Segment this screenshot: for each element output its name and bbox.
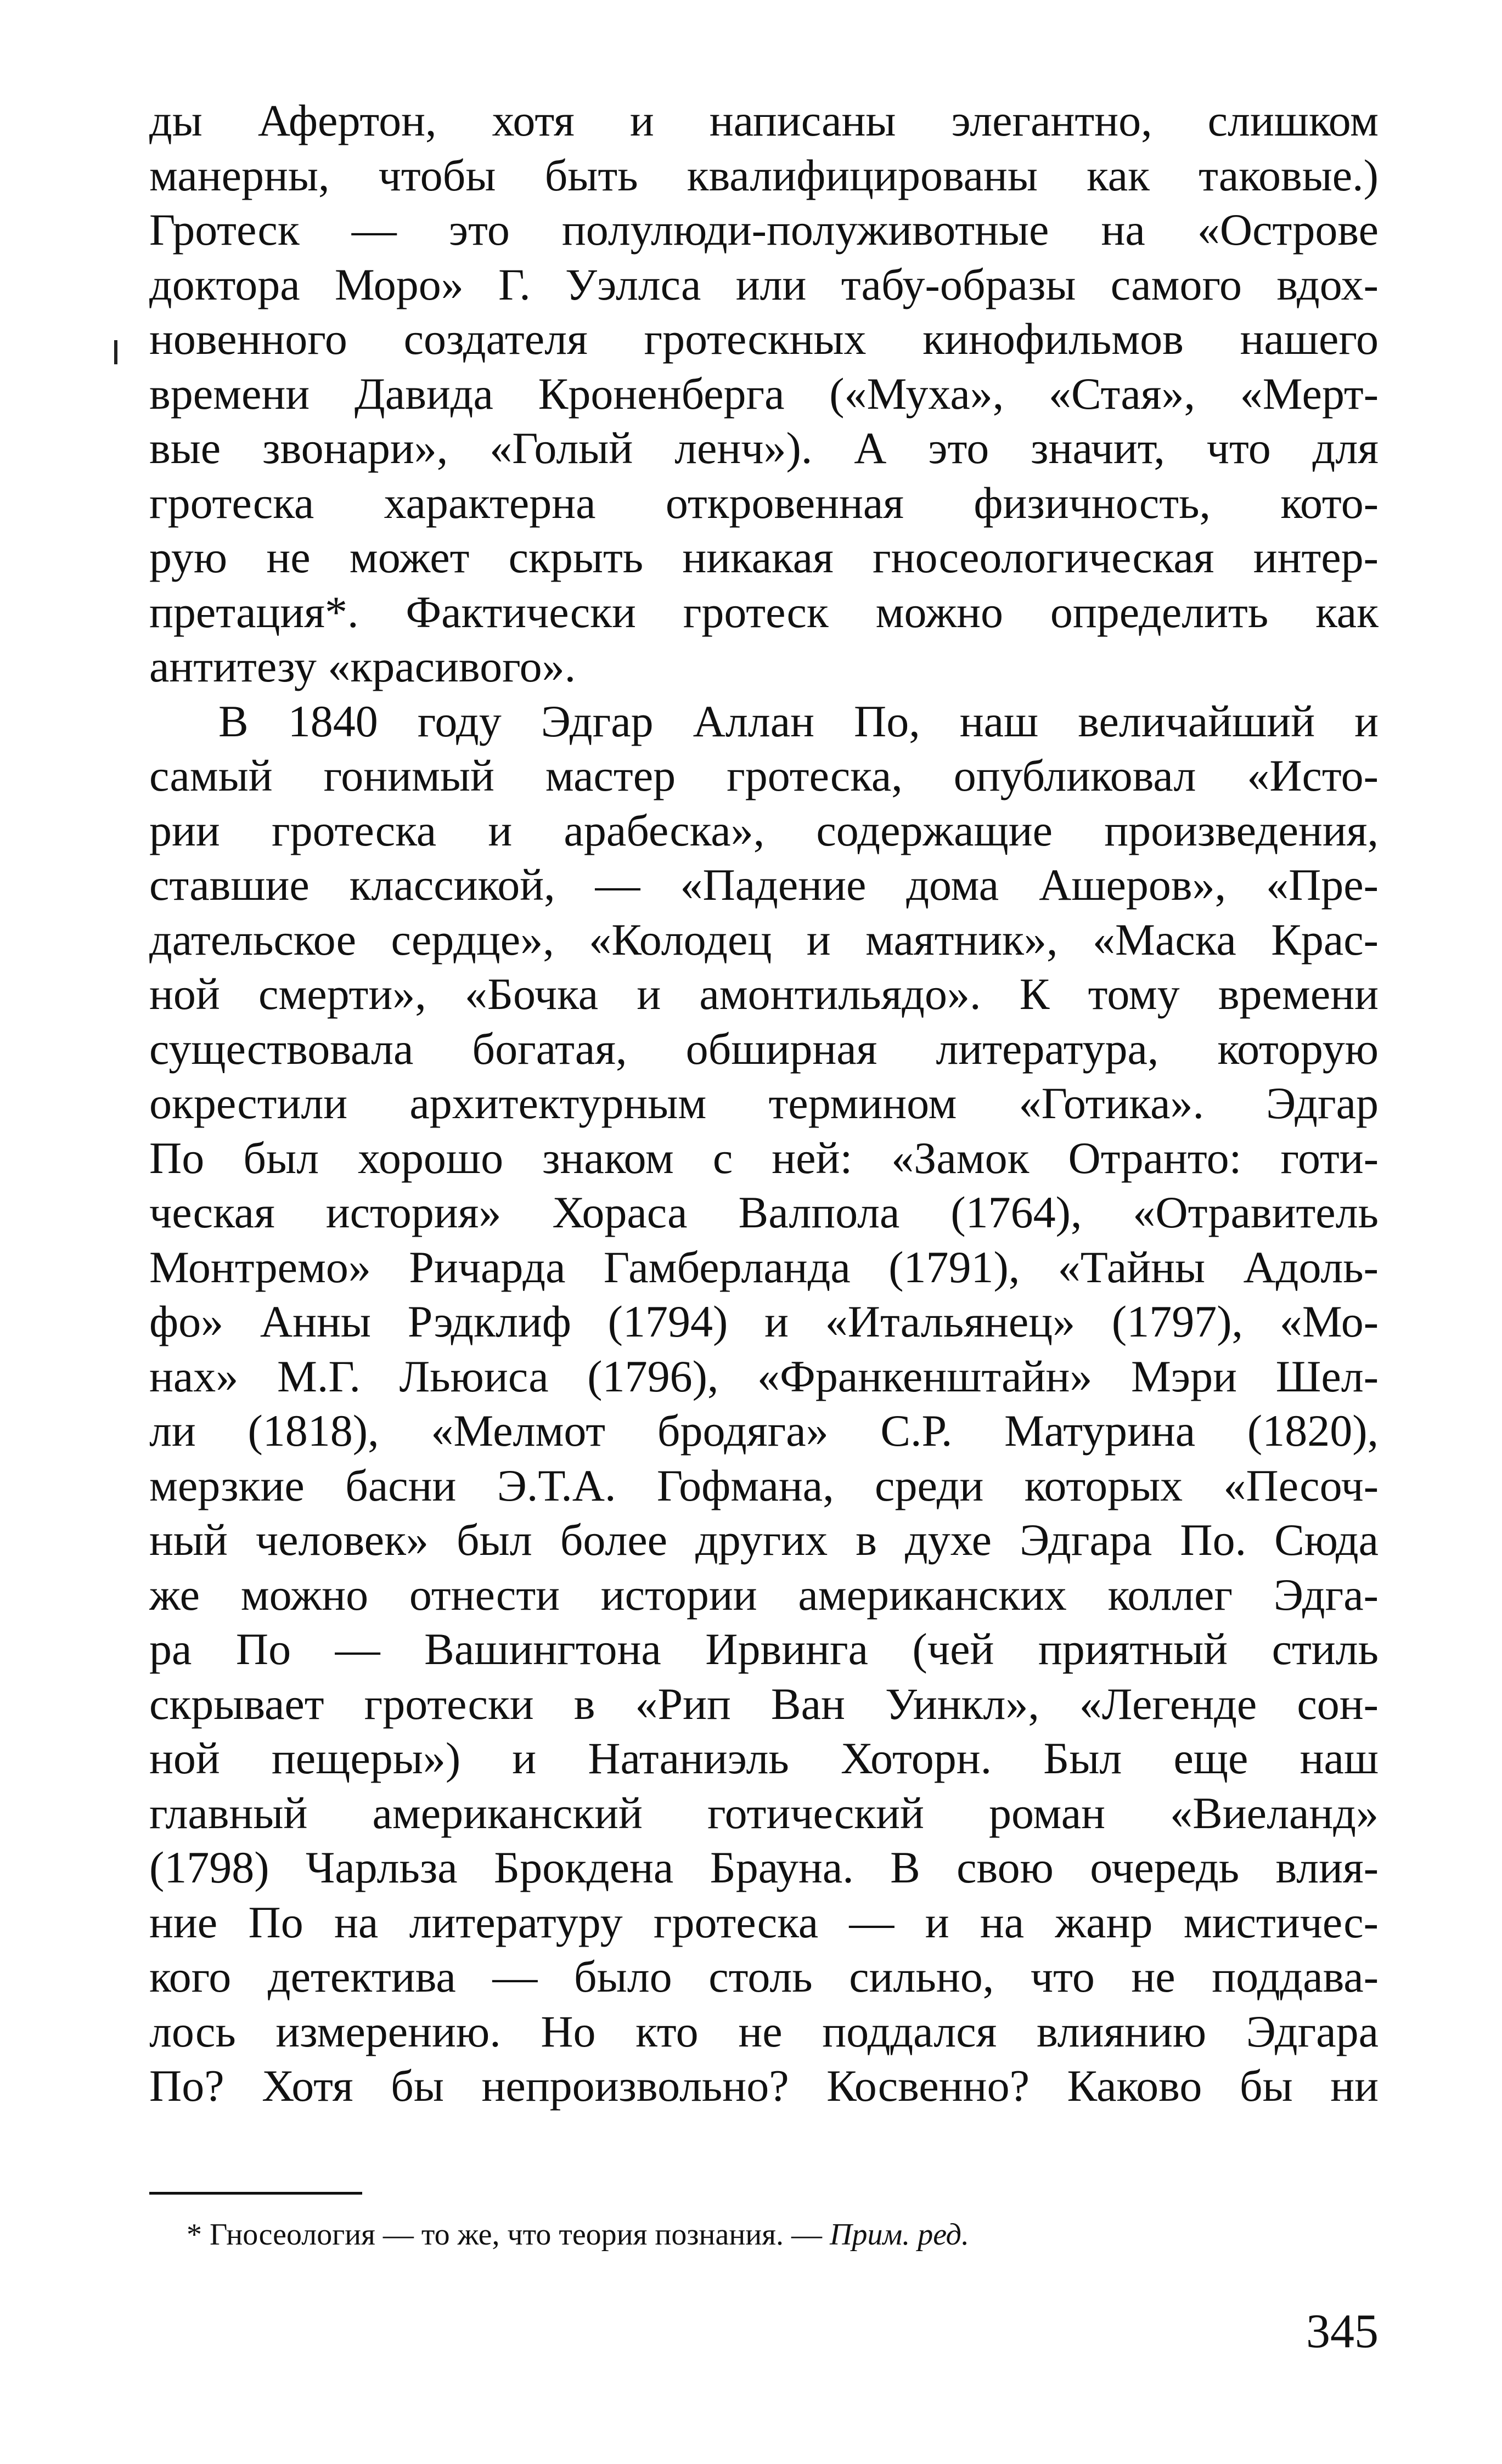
text-line: (1798) Чарльза Брокдена Брауна. В свою очередь влия-	[149, 1842, 1379, 1892]
text-line: доктора Моро» Г. Уэллса или табу-образы самого вдох-	[149, 259, 1379, 309]
text-line: новенного создателя гротескных кинофильмов нашего	[149, 314, 1379, 364]
text-line: претация*. Фактически гротеск можно определить как	[149, 587, 1379, 637]
text-line: Монтремо» Ричарда Гамберланда (1791), «Тайны Адоль-	[149, 1242, 1379, 1292]
text-line: рии гротеска и арабеска», содержащие произведения,	[149, 805, 1379, 855]
footnote-divider	[149, 2192, 362, 2195]
text-line: скрывает гротески в «Рип Ван Уинкл», «Легенде сон-	[149, 1678, 1379, 1729]
text-line: дательское сердце», «Колодец и маятник», «Маска Крас-	[149, 914, 1379, 965]
page-number: 345	[1306, 2305, 1379, 2358]
footnote-text: * Гносеология — то же, что теория познания. —	[187, 2218, 830, 2252]
text-line: ли (1818), «Мелмот бродяга» С.Р. Матурина (1820),	[149, 1406, 1379, 1456]
text-line: существовала богатая, обширная литература, которую	[149, 1023, 1379, 1074]
text-line: гротеска характерна откровенная физичность, кото-	[149, 477, 1379, 528]
text-line: кого детектива — было столь сильно, что не поддава-	[149, 1952, 1379, 2001]
margin-mark	[114, 340, 117, 364]
text-line: ние По на литературу гротеска — и на жанр мистичес-	[149, 1897, 1379, 1947]
text-line: манерны, чтобы быть квалифицированы как таковые.)	[149, 150, 1379, 200]
text-line: окрестили архитектурным термином «Готика». Эдгар	[149, 1078, 1379, 1128]
text-line: же можно отнести истории американских коллег Эдга-	[149, 1569, 1379, 1620]
text-line: антитезу «красивого».	[149, 641, 576, 691]
text-line: лось измерению. Но кто не поддался влиянию Эдгара	[149, 2006, 1379, 2056]
text-line: мерзкие басни Э.Т.А. Гофмана, среди которых «Песоч-	[149, 1460, 1379, 1510]
text-line: ной смерти», «Бочка и амонтильядо». К тому времени	[149, 969, 1379, 1019]
text-line: главный американский готический роман «Виеланд»	[149, 1788, 1379, 1838]
text-line: По был хорошо знаком с ней: «Замок Отранто: готи-	[149, 1132, 1379, 1183]
text-line: ра По — Вашингтона Ирвинга (чей приятный стиль	[149, 1624, 1379, 1674]
text-line: Гротеск — это полулюди-полуживотные на «Острове	[149, 205, 1379, 255]
text-line: ный человек» был более других в духе Эдгара По. Сюда	[149, 1515, 1379, 1565]
text-line: ды Афертон, хотя и написаны элегантно, слишком	[149, 95, 1379, 145]
footnote-editor-note: Прим. ред.	[830, 2218, 969, 2252]
footnote	[187, 2215, 969, 2254]
text-line: рую не может скрыть никакая гносеологическая интер-	[149, 532, 1379, 582]
main-text	[149, 93, 1379, 2113]
text-line: фо» Анны Рэдклиф (1794) и «Итальянец» (1797), «Мо-	[149, 1296, 1379, 1346]
text-line: ставшие классикой, — «Падение дома Ашеров», «Пре-	[149, 860, 1379, 910]
text-line: времени Давида Кроненберга («Муха», «Стая», «Мерт-	[149, 368, 1379, 419]
text-line: ной пещеры») и Натаниэль Хоторн. Был еще наш	[149, 1733, 1379, 1783]
text-line: нах» М.Г. Льюиса (1796), «Франкенштайн» Мэри Шел-	[149, 1351, 1379, 1401]
text-line: вые звонари», «Голый ленч»). А это значит, что для	[149, 423, 1379, 473]
text-line: ческая история» Хораса Валпола (1764), «Отравитель	[149, 1187, 1379, 1237]
paragraph-start-line: В 1840 году Эдгар Аллан По, наш величайший и	[218, 696, 1379, 746]
text-line: По? Хотя бы непроизвольно? Косвенно? Каково бы ни	[149, 2061, 1379, 2111]
text-line: самый гонимый мастер гротеска, опубликовал «Исто-	[149, 751, 1379, 800]
